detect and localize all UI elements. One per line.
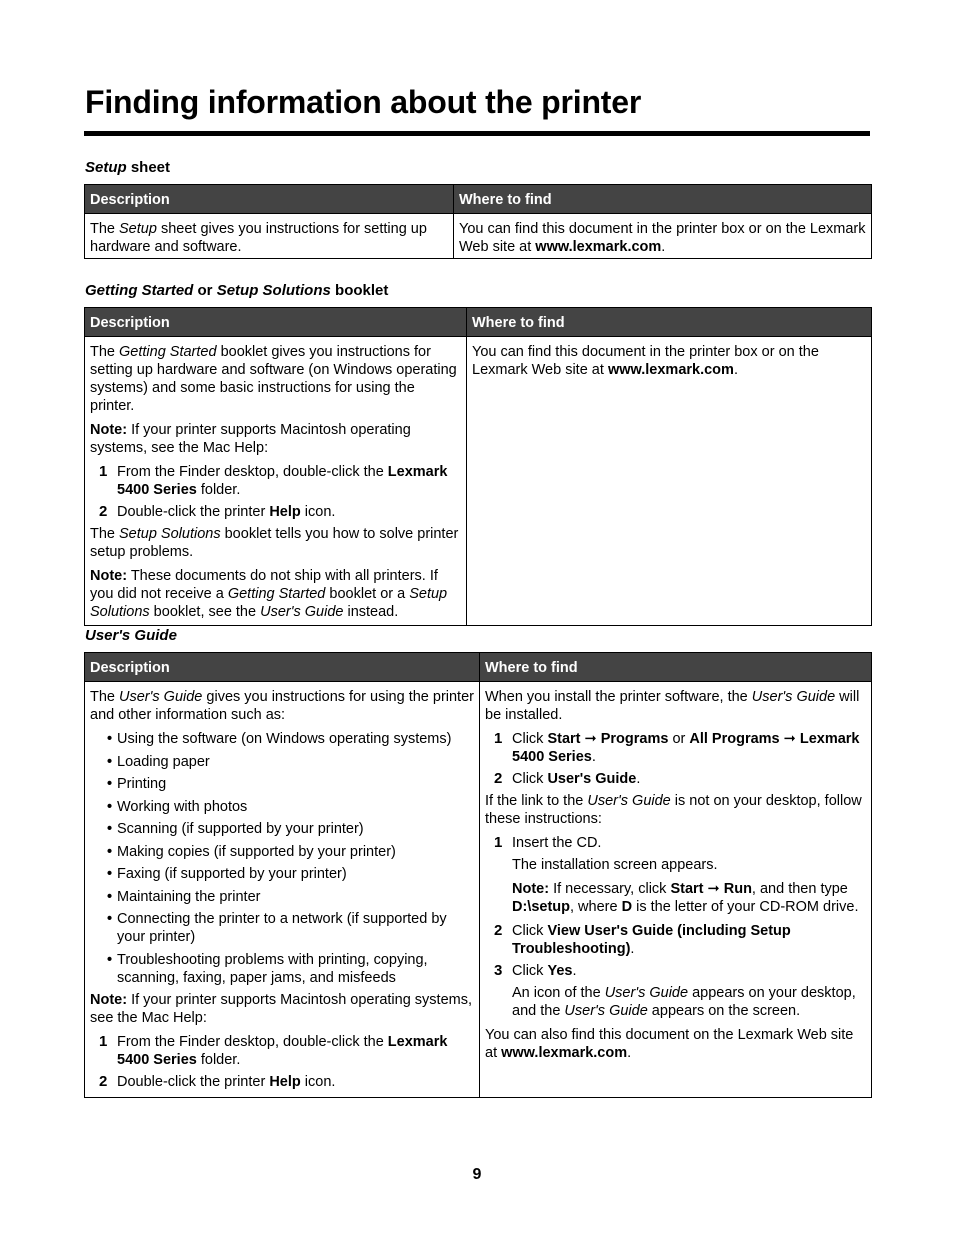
list-item: 1 Insert the CD. — [494, 834, 602, 851]
table-row — [85, 214, 872, 259]
column-header-description: Description — [85, 185, 454, 214]
column-header-where: Where to find — [454, 185, 872, 214]
list-item: 2 Click User's Guide. — [494, 770, 641, 787]
booklet-ship-note: Note: These documents do not ship with all printers. If you did not receive a Getting Started booklet or a Setup Solutions booklet, see the User's Guide instead. — [90, 568, 448, 620]
list-item: • Troubleshooting problems with printing, copying, scanning, faxing, paper jams, and misfeeds — [107, 951, 428, 986]
booklet-heading: Getting Started or Setup Solutions booklet — [85, 282, 389, 299]
lexmark-url: www.lexmark.com — [607, 362, 734, 378]
booklet-intro: The Getting Started booklet gives you instructions for setting up hardware and software (on Windows operating systems) and some basic instructions for using the printer. — [90, 344, 457, 414]
list-item: 1 From the Finder desktop, double-click the Lexmark 5400 Series folder. — [99, 463, 448, 498]
list-item: • Maintaining the printer — [107, 888, 261, 905]
users-guide-table — [84, 652, 872, 1098]
users-guide-web: You can also find this document on the Lexmark Web site at www.lexmark.com. — [485, 1027, 854, 1061]
users-guide-heading: User's Guide — [85, 627, 177, 644]
arrow-icon: ➞ — [783, 731, 796, 747]
users-guide-mac-note: Note: If your printer supports Macintosh operating systems, see the Mac Help: — [90, 992, 472, 1026]
booklet-mac-steps — [90, 463, 461, 521]
users-guide-cd-steps — [485, 834, 866, 852]
booklet-mac-note: Note: If your printer supports Macintosh operating systems, see the Mac Help: — [90, 422, 411, 456]
booklet-where: You can find this document in the printer box or on the Lexmark Web site at www.lexmark.com. — [467, 337, 872, 626]
users-guide-description — [85, 682, 480, 1098]
list-item: • Printing — [107, 776, 167, 792]
column-header-description: Description — [85, 308, 467, 337]
page-title: Finding information about the printer — [85, 84, 642, 120]
users-guide-cd-steps-cont — [485, 922, 866, 980]
table-header-row — [85, 308, 872, 337]
list-item: • Scanning (if supported by your printer) — [107, 821, 364, 837]
list-item: • Using the software (on Windows operating systems) — [107, 731, 452, 747]
arrow-icon: ➞ — [707, 881, 720, 897]
list-item: 2 Double-click the printer Help icon. — [99, 1073, 336, 1090]
booklet-table — [84, 307, 872, 626]
column-header-where: Where to find — [480, 653, 872, 682]
setup-sheet-description: The Setup sheet gives you instructions for setting up hardware and software. — [85, 214, 454, 259]
title-rule — [84, 131, 870, 136]
list-item: 2 Click View User's Guide (including Setup Troubleshooting). — [494, 922, 791, 957]
users-guide-topics — [90, 730, 474, 987]
column-header-description: Description — [85, 653, 480, 682]
list-item: 1 Click Start ➞ Programs or All Programs ➞ Lexmark 5400 Series. — [494, 730, 860, 765]
table-row — [85, 682, 872, 1098]
list-item: • Working with photos — [107, 798, 248, 815]
list-item: • Faxing (if supported by your printer) — [107, 866, 347, 882]
list-item: • Connecting the printer to a network (if supported by your printer) — [107, 911, 447, 945]
column-header-where: Where to find — [467, 308, 872, 337]
users-guide-mac-steps — [90, 1033, 474, 1091]
installation-screen-text: The installation screen appears. — [512, 857, 718, 873]
lexmark-url: www.lexmark.com — [535, 239, 662, 255]
users-guide-install-intro: When you install the printer software, the User's Guide will be installed. — [485, 689, 860, 723]
list-item: • Loading paper — [107, 753, 210, 770]
list-item: 1 From the Finder desktop, double-click the Lexmark 5400 Series folder. — [99, 1033, 448, 1068]
users-guide-intro: The User's Guide gives you instructions for using the printer and other information such as: — [90, 689, 474, 723]
users-guide-link-missing: If the link to the User's Guide is not on your desktop, follow these instructions: — [485, 793, 862, 827]
users-guide-open-steps — [485, 730, 866, 788]
table-header-row — [85, 653, 872, 682]
desktop-icon-text: An icon of the User's Guide appears on your desktop, and the User's Guide appears on the screen. — [512, 985, 856, 1019]
users-guide-where — [480, 682, 872, 1098]
list-item: • Making copies (if supported by your printer) — [107, 843, 396, 860]
cd-setup-note: Note: If necessary, click Start ➞ Run, and then type D:\setup, where D is the letter of your CD-ROM drive. — [512, 881, 859, 915]
list-item: 3 Click Yes. — [494, 962, 577, 979]
lexmark-url: www.lexmark.com — [501, 1045, 628, 1061]
arrow-icon: ➞ — [584, 731, 597, 747]
page-number: 9 — [472, 1166, 482, 1183]
list-item: 2 Double-click the printer Help icon. — [99, 503, 336, 520]
booklet-description — [85, 337, 467, 626]
booklet-setup-solutions: The Setup Solutions booklet tells you how to solve printer setup problems. — [90, 526, 459, 560]
table-row — [85, 337, 872, 626]
setup-sheet-table — [84, 184, 872, 259]
setup-sheet-where: You can find this document in the printer box or on the Lexmark Web site at www.lexmark.com. — [454, 214, 872, 259]
table-header-row — [85, 185, 872, 214]
setup-sheet-heading: Setup sheet — [85, 159, 171, 176]
